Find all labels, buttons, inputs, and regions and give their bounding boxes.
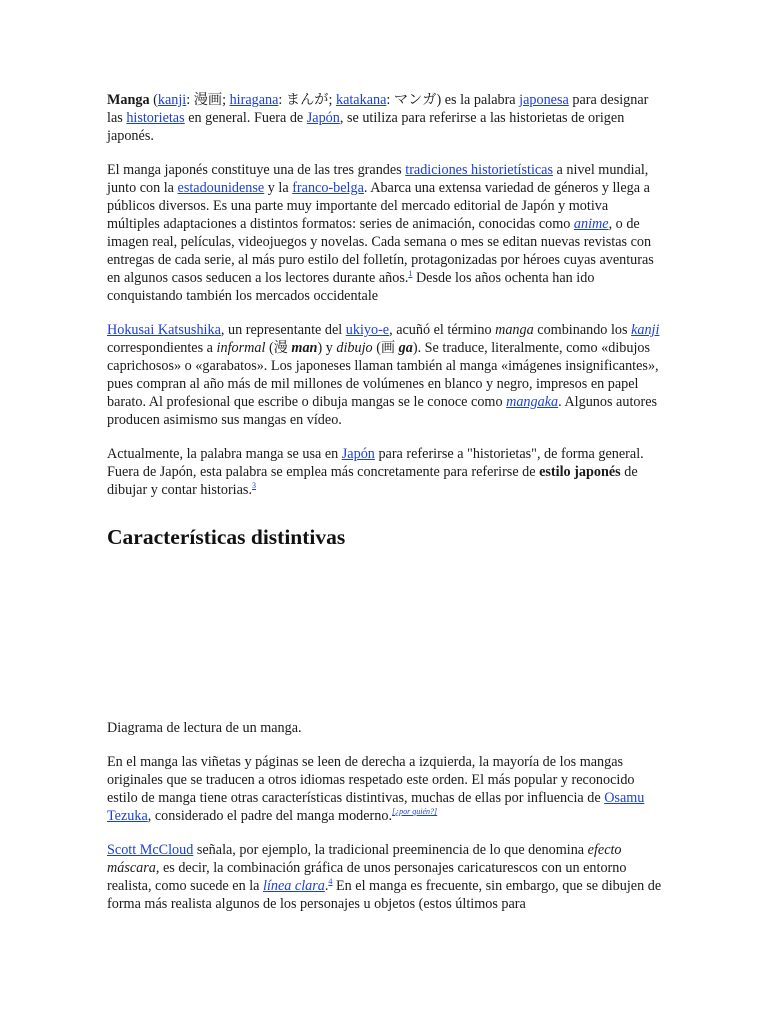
- text: , considerado el padre del manga moderno.: [147, 808, 393, 824]
- link-estadounidense[interactable]: estadounidense: [177, 180, 265, 196]
- term-manga: Manga: [107, 92, 150, 108]
- text: El manga japonés constituye una de las tres grandes: [107, 162, 406, 178]
- text: combinando los: [533, 322, 632, 338]
- link-japon-2[interactable]: Japón: [341, 446, 375, 462]
- text: , es decir, la combinación gráfica de unos personajes caricaturescos con un entorno realista, como sucede en la: [107, 860, 627, 894]
- text: a nivel mundial, junto con la: [107, 162, 649, 196]
- link-franco-belga[interactable]: franco-belga: [292, 180, 364, 196]
- link-scott-mccloud[interactable]: Scott McCloud: [107, 842, 194, 858]
- text: : マンガ) es la palabra: [386, 92, 520, 108]
- link-mangaka[interactable]: mangaka: [506, 394, 559, 410]
- bold-estilo-japones: estilo japonés: [539, 464, 621, 480]
- emphasis: dibujo: [336, 340, 373, 356]
- reading-order-paragraph: [107, 753, 663, 825]
- link-ukiyo-e[interactable]: ukiyo-e: [345, 322, 390, 338]
- text: , acuñó el término: [389, 322, 496, 338]
- text: Actualmente, la palabra manga se usa en: [107, 446, 342, 462]
- usage-paragraph: [107, 445, 663, 499]
- link-kanji[interactable]: kanji: [157, 92, 187, 108]
- text: .: [324, 878, 329, 894]
- text: (画: [372, 340, 399, 356]
- text: para referirse a "historietas", de forma general. Fuera de Japón, esta palabra se emplea más concretamente para referirse de: [107, 446, 644, 480]
- link-historietas[interactable]: historietas: [126, 110, 185, 126]
- link-anime[interactable]: anime: [573, 216, 609, 232]
- text: señala, por ejemplo, la tradicional preeminencia de lo que denomina: [193, 842, 588, 858]
- citation-needed[interactable]: [¿por quién?]: [392, 807, 438, 816]
- text: : 漫画;: [186, 92, 230, 108]
- reference-1[interactable]: 1: [408, 269, 413, 278]
- tradition-paragraph: [107, 161, 663, 305]
- link-japon[interactable]: Japón: [306, 110, 340, 126]
- etymology-paragraph: [107, 321, 663, 429]
- emphasis: manga: [495, 322, 534, 338]
- link-hokusai[interactable]: Hokusai Katsushika: [107, 322, 221, 338]
- text: de dibujar y contar historias.: [107, 464, 638, 498]
- text: Desde los años ochenta han ido conquistando también los mercados occidentale: [107, 270, 595, 304]
- text: para designar las: [107, 92, 649, 126]
- text: , un representante del: [220, 322, 346, 338]
- link-linea-clara[interactable]: línea clara: [263, 878, 325, 894]
- diagram-placeholder: [107, 551, 663, 719]
- text: . Algunos autores producen asimismo sus mangas en vídeo.: [107, 394, 658, 428]
- text: correspondientes a: [107, 340, 217, 356]
- link-hiragana[interactable]: hiragana: [229, 92, 279, 108]
- text: ). Se traduce, literalmente, como «dibujos caprichosos» o «garabatos». Los japoneses llaman también al manga «imágenes insignificantes», pues compran al año más de mil millones de volúmenes en blanco y negro, impresos en papel barato. Al profesional que escribe o dibuja mangas se le conoce como: [107, 340, 659, 410]
- emphasis: informal: [216, 340, 266, 356]
- reference-4[interactable]: 4: [328, 877, 333, 886]
- text: , o de imagen real, películas, videojuegos y novelas. Cada semana o mes se editan nuevas revistas con entregas de cada serie, al más puro estilo del folletín, protagonizadas por héroes cuyas aventuras en algunos casos seducen a los lectores durante años.: [107, 216, 654, 286]
- text: En el manga es frecuente, sin embargo, que se dibujen de forma más realista algunos de los personajes u objetos (estos últimos para: [107, 878, 662, 912]
- mccloud-paragraph: [107, 841, 663, 913]
- link-osamu-tezuka[interactable]: Osamu Tezuka: [107, 790, 645, 824]
- link-japonesa[interactable]: japonesa: [519, 92, 569, 108]
- article-body: [107, 91, 663, 929]
- text: , se utiliza para referirse a las historietas de origen japonés.: [107, 110, 625, 144]
- emphasis: efecto máscara: [107, 842, 622, 876]
- text: (漫: [265, 340, 292, 356]
- link-kanji-2[interactable]: kanji: [631, 322, 660, 338]
- reference-3[interactable]: 3: [252, 481, 256, 490]
- text: : まんが;: [278, 92, 336, 108]
- text: en general. Fuera de: [184, 110, 307, 126]
- text: y la: [264, 180, 293, 196]
- text: En el manga las viñetas y páginas se leen de derecha a izquierda, la mayoría de los mangas originales que se traducen a otros idiomas respetado este orden. El más popular y reconocido estilo de manga tiene otras características distintivas, muchas de ellas por influencia de: [107, 754, 635, 806]
- text: . Abarca una extensa variedad de géneros y llega a públicos diversos. Es una parte muy importante del mercado editorial de Japón y motiva múltiples adaptaciones a distintos formatos: series de animación, conocidas como: [107, 180, 650, 232]
- text: ) y: [317, 340, 337, 356]
- section-heading: Características distintivas: [107, 525, 346, 549]
- intro-paragraph: [107, 91, 663, 145]
- link-tradiciones[interactable]: tradiciones historietísticas: [405, 162, 553, 178]
- emphasis: man: [291, 340, 318, 356]
- link-katakana[interactable]: katakana: [335, 92, 387, 108]
- diagram-caption: Diagrama de lectura de un manga.: [107, 720, 302, 736]
- emphasis: ga: [398, 340, 413, 356]
- text: (: [149, 92, 158, 108]
